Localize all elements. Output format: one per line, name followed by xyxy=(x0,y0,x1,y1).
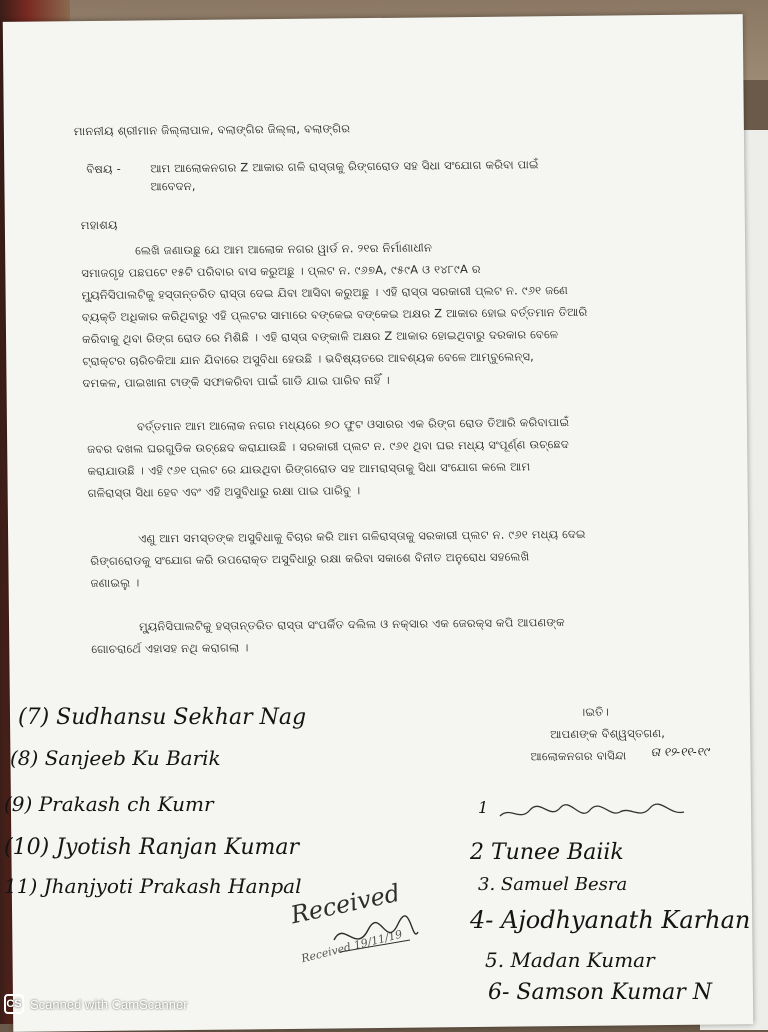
para-line: ଗଳିରାସ୍ତା ସିଧା ହେବ ଏବଂ ଏହି ଅସୁବିଧାରୁ ରକ୍ଷା ପାଇ ପାରିବୁ । xyxy=(87,483,361,501)
para-line: ଗୋଚରାର୍ଥେ ଏହାସହ ନଥି କରାଗଲା । xyxy=(91,640,249,657)
address-line: ମାନନୀୟ ଶ୍ରୀମାନ ଜିଲ୍ଲାପାଳ, ବଲାଙ୍ଗିର ଜିଲ୍ଲା, ବଲାଙ୍ଗିର xyxy=(73,121,351,139)
para-line: ମ୍ୟୁନିସିପାଲଟିକୁ ହସ୍ତାନ୍ତରିତ ରାସ୍ତା ଦେଇ ଯିବା ଆସିବା କରୁଅଛୁ । ଏହି ରାସ୍ତା ସରକାରୀ ପ୍ଲଟ ନ. ୯୬୧ ଜଣେ xyxy=(81,282,569,303)
para-line: ମ୍ୟୁନିସିପାଲଟିକୁ ହସ୍ତାନ୍ତରିତ ରାସ୍ତା ସଂପର୍କିତ ଦଲିଲ ଓ ନକ୍ସାର ଏକ ଜେରକ୍ସ କପି ଆପଣଙ୍କ xyxy=(138,615,565,634)
camscanner-watermark xyxy=(4,990,188,1018)
signature-9: (9) Prakash ch Kumr xyxy=(4,792,214,816)
para-line: ବ୍ୟକ୍ତି ଅଧିକାର କରିଥିବାରୁ ଏହି ପ୍ଲଟର ସାମାରେ ବଙ୍କେଇ ବଙ୍କେଇ ଅକ୍ଷର Z ଆକାର ହୋଇ ବର୍ତ୍ତମାନ ତିଆରି xyxy=(81,304,588,325)
subject-label: ବିଷୟ - xyxy=(86,161,121,177)
stamp-sub-text: Received 19/11/19 xyxy=(299,927,404,966)
stamp-received-text: Received xyxy=(288,878,403,930)
para-line: ରିଙ୍ଗରୋଡକୁ ସଂଯୋଗ କରି ଉପରୋକ୍ତ ଅସୁବିଧାରୁ ରକ୍ଷା କରିବା ସକାଶେ ବିନୀତ ଅନୁରୋଧ ସହଲେଖି xyxy=(90,549,530,569)
para-line: କରାଯାଉଛି । ଏହି ୯୬୧ ପ୍ଲଟ ରେ ଯାଉଥିବା ରିଙ୍ଗରୋଡ ସହ ଆମରାସ୍ତାକୁ ସିଧା ସଂଯୋଗ କଲେ ଆମ xyxy=(87,459,531,479)
signature-1: 1 xyxy=(478,798,489,817)
received-stamp xyxy=(280,880,450,990)
signature-7: (7) Sudhansu Sekhar Nag xyxy=(18,705,307,730)
signature-3: 3. Samuel Besra xyxy=(478,874,628,895)
signature-8: (8) Sanjeeb Ku Barik xyxy=(10,746,221,770)
para-line: ବର୍ତ୍ତମାନ ଆମ ଆଲୋକ ନଗର ମଧ୍ୟରେ ୭୦ ଫୁଟ ଓସାରର ଏକ ରିଙ୍ଗ ରୋଡ ତିଆରି କରିବାପାଇଁ xyxy=(136,414,570,434)
signature-10: (10) Jyotish Ranjan Kumar xyxy=(4,835,300,860)
para-line: କରିବାକୁ ଥିବା ରିଙ୍ଗ ରୋଡ ରେ ମିଶିଛି । ଏହି ରାସ୍ତା ବଙ୍କାଳି ଅକ୍ଷର Z ଆକାର ହୋଇଥିବାରୁ ଦରକାର ବେଳେ xyxy=(81,327,559,347)
para-line: ଜବର ଦଖଲ ଘରଗୁଡିକ ଉଚ୍ଛେଦ କରାଯାଉଛି । ସରକାରୀ ପ୍ଲଟ ନ. ୯୬୧ ଥିବା ଘର ମଧ୍ୟ ସଂପୂର୍ଣ୍ଣ ଉଚ୍ଛେଦ xyxy=(87,436,570,457)
salutation: ମହାଶୟ xyxy=(80,217,118,233)
signature-4: 4- Ajodhyanath Karhan xyxy=(470,906,751,934)
camscanner-icon: CS xyxy=(4,994,24,1014)
signature-6: 6- Samson Kumar N xyxy=(488,980,713,1005)
para-line: ଦମକଳ, ପାଇଖାନା ଟାଙ୍କି ସଫାକରିବା ପାଇଁ ଗାଡି ଯାଇ ପାରିବ ନାହିଁ । xyxy=(82,372,390,391)
para-line: ଜଣାଇଲୁ । xyxy=(90,575,140,591)
para-line: ଟ୍ରାକ୍ଟର ଚାରିଚକିଆ ଯାନ ଯିବାରେ ଅସୁବିଧା ହେଉଛି । ଭବିଷ୍ୟତରେ ଆବଶ୍ୟକ ବେଳେ ଆମ୍ବୁଲେନ୍ସ, xyxy=(82,349,535,369)
signature-11: 11) Jhanjyoti Prakash Hanpal xyxy=(4,874,302,898)
stamp-scribble xyxy=(330,910,420,960)
signature-1-scribble xyxy=(498,800,688,826)
camscanner-label: Scanned with CamScanner xyxy=(30,996,188,1012)
closing-residents: ଆଲୋକନଗର ବାସିନ୍ଦା xyxy=(530,748,627,764)
closing-faithful: ଆପଣଙ୍କ ବିଶ୍ୱସ୍ତଗଣ, xyxy=(550,726,666,742)
signature-5: 5. Madan Kumar xyxy=(485,948,655,972)
para-line: ଏଣୁ ଆମ ସମସ୍ତଙ୍କ ଅସୁବିଧାକୁ ବିଚାର କରି ଆମ ଗଳିରାସ୍ତାକୁ ସରକାରୀ ପ୍ଲଟ ନ. ୯୬୧ ମଧ୍ୟ ଦେଇ xyxy=(138,526,586,546)
closing-date: ତା ୧୨-୧୧-୧୯ xyxy=(650,744,709,760)
para-line: ଲେଖି ଜଣାଉଛୁ ଯେ ଆମ ଆଲୋକ ନଗର ୱାର୍ଡ ନ. ୨୧ର ନିର୍ମାଣାଧୀନ xyxy=(135,240,433,258)
para-line: ସମାଜଗୃହ ପଛପଟେ ୧୫ଟି ପରିବାର ବାସ କରୁଅଛୁ । ପ୍ଲଟ ନ. ୯୬୭A, ୯୫୯A ଓ ୧୪୮୯A ର xyxy=(81,261,481,281)
subject-line-1: ଆମ ଆଲୋକନଗର Z ଆକାର ଗଳି ରାସ୍ତାକୁ ରିଙ୍ଗରୋଡ ସହ ସିଧା ସଂଯୋଗ କରିବା ପାଇଁ xyxy=(150,157,539,176)
subject-line-2: ଆବେଦନ, xyxy=(150,178,196,194)
signature-2: 2 Tunee Baiik xyxy=(470,840,624,865)
closing-iti: ।ଇତି। xyxy=(579,704,609,719)
